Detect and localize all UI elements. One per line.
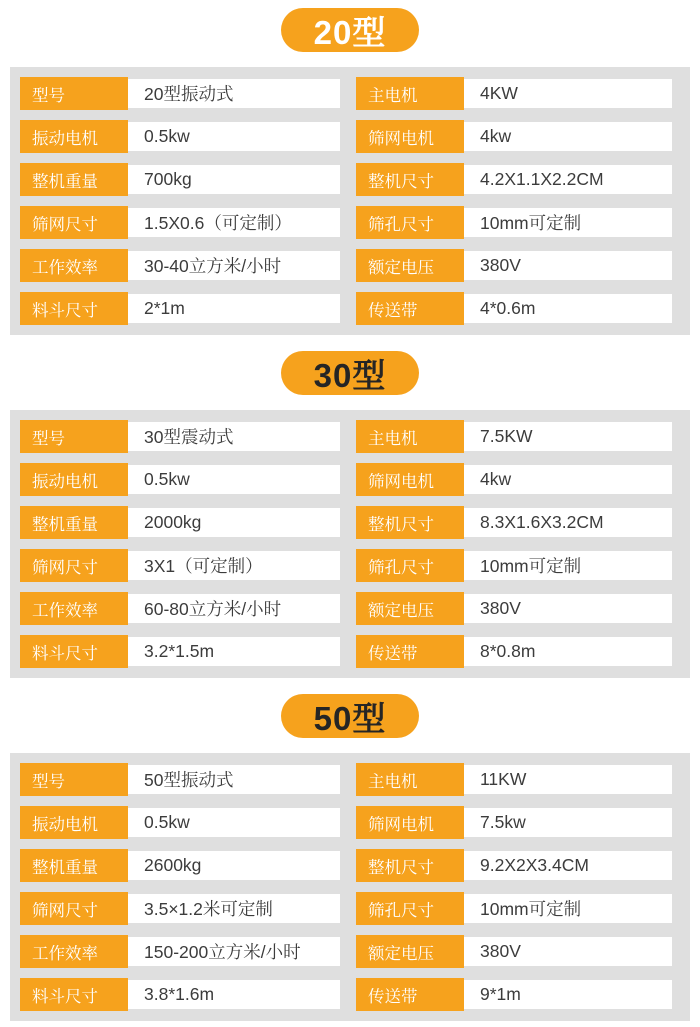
spec-value: 1.5X0.6（可定制） bbox=[128, 208, 340, 237]
spec-label-chip: 振动电机 bbox=[20, 806, 128, 839]
spec-value: 4.2X1.1X2.2CM bbox=[464, 165, 672, 194]
spec-cell-left bbox=[20, 77, 340, 110]
spec-panel bbox=[10, 67, 690, 335]
spec-label-chip: 额定电压 bbox=[356, 249, 464, 282]
spec-cell-left bbox=[20, 163, 340, 196]
spec-label-chip: 工作效率 bbox=[20, 592, 128, 625]
spec-label-chip: 振动电机 bbox=[20, 120, 128, 153]
spec-cell-right bbox=[356, 892, 672, 925]
spec-cell-right bbox=[356, 806, 672, 839]
spec-row bbox=[20, 935, 672, 968]
spec-row bbox=[20, 163, 672, 196]
spec-cell-left bbox=[20, 463, 340, 496]
spec-value: 700kg bbox=[128, 165, 340, 194]
spec-cell-right bbox=[356, 592, 672, 625]
model-badge-row bbox=[0, 686, 700, 738]
spec-value: 30-40立方米/小时 bbox=[128, 251, 340, 280]
spec-value: 10mm可定制 bbox=[464, 208, 672, 237]
spec-cell-right bbox=[356, 978, 672, 1011]
spec-cell-right bbox=[356, 249, 672, 282]
spec-row bbox=[20, 592, 672, 625]
spec-label-chip: 传送带 bbox=[356, 635, 464, 668]
spec-cell-left bbox=[20, 849, 340, 882]
spec-value: 2600kg bbox=[128, 851, 340, 880]
spec-label-chip: 型号 bbox=[20, 763, 128, 796]
spec-row bbox=[20, 120, 672, 153]
spec-label-chip: 整机重量 bbox=[20, 163, 128, 196]
spec-value: 380V bbox=[464, 594, 672, 623]
spec-label-chip: 主电机 bbox=[356, 420, 464, 453]
spec-value: 10mm可定制 bbox=[464, 894, 672, 923]
model-badge: 30型 bbox=[281, 351, 419, 395]
spec-cell-left bbox=[20, 292, 340, 325]
spec-label-chip: 筛网电机 bbox=[356, 463, 464, 496]
spec-label-chip: 筛孔尺寸 bbox=[356, 206, 464, 239]
spec-value: 9.2X2X3.4CM bbox=[464, 851, 672, 880]
spec-label-chip: 主电机 bbox=[356, 77, 464, 110]
spec-value: 380V bbox=[464, 937, 672, 966]
spec-label-chip: 整机尺寸 bbox=[356, 506, 464, 539]
spec-value: 3.2*1.5m bbox=[128, 637, 340, 666]
spec-panel bbox=[10, 410, 690, 678]
spec-label-chip: 整机尺寸 bbox=[356, 849, 464, 882]
spec-row bbox=[20, 206, 672, 239]
spec-value: 7.5kw bbox=[464, 808, 672, 837]
spec-value: 3.5×1.2米可定制 bbox=[128, 894, 340, 923]
spec-label-chip: 整机重量 bbox=[20, 849, 128, 882]
spec-label-chip: 料斗尺寸 bbox=[20, 292, 128, 325]
spec-value: 0.5kw bbox=[128, 122, 340, 151]
spec-row bbox=[20, 892, 672, 925]
model-badge: 50型 bbox=[281, 694, 419, 738]
spec-row bbox=[20, 549, 672, 582]
spec-label-chip: 料斗尺寸 bbox=[20, 978, 128, 1011]
spec-value: 60-80立方米/小时 bbox=[128, 594, 340, 623]
spec-value: 3X1（可定制） bbox=[128, 551, 340, 580]
spec-cell-left bbox=[20, 935, 340, 968]
spec-label-chip: 额定电压 bbox=[356, 592, 464, 625]
spec-cell-left bbox=[20, 120, 340, 153]
spec-value: 4kw bbox=[464, 465, 672, 494]
spec-cell-right bbox=[356, 635, 672, 668]
spec-cell-right bbox=[356, 420, 672, 453]
spec-value: 50型振动式 bbox=[128, 765, 340, 794]
spec-cell-right bbox=[356, 506, 672, 539]
spec-cell-right bbox=[356, 463, 672, 496]
spec-row bbox=[20, 763, 672, 796]
spec-label-chip: 振动电机 bbox=[20, 463, 128, 496]
spec-label-chip: 额定电压 bbox=[356, 935, 464, 968]
spec-row bbox=[20, 292, 672, 325]
spec-cell-left bbox=[20, 420, 340, 453]
spec-cell-right bbox=[356, 206, 672, 239]
spec-value: 20型振动式 bbox=[128, 79, 340, 108]
spec-value: 2*1m bbox=[128, 294, 340, 323]
spec-value: 0.5kw bbox=[128, 465, 340, 494]
spec-label-chip: 主电机 bbox=[356, 763, 464, 796]
spec-cell-left bbox=[20, 806, 340, 839]
spec-label-chip: 传送带 bbox=[356, 978, 464, 1011]
spec-label-chip: 料斗尺寸 bbox=[20, 635, 128, 668]
spec-cell-right bbox=[356, 935, 672, 968]
spec-value: 8*0.8m bbox=[464, 637, 672, 666]
spec-cell-left bbox=[20, 635, 340, 668]
spec-value: 9*1m bbox=[464, 980, 672, 1009]
spec-cell-right bbox=[356, 120, 672, 153]
spec-cell-left bbox=[20, 978, 340, 1011]
spec-cell-right bbox=[356, 292, 672, 325]
spec-cell-right bbox=[356, 163, 672, 196]
spec-label-chip: 型号 bbox=[20, 420, 128, 453]
spec-label-chip: 工作效率 bbox=[20, 249, 128, 282]
spec-row bbox=[20, 506, 672, 539]
spec-row bbox=[20, 849, 672, 882]
spec-cell-right bbox=[356, 77, 672, 110]
spec-label-chip: 型号 bbox=[20, 77, 128, 110]
spec-cell-right bbox=[356, 763, 672, 796]
spec-cell-left bbox=[20, 506, 340, 539]
spec-value: 4KW bbox=[464, 79, 672, 108]
spec-label-chip: 整机重量 bbox=[20, 506, 128, 539]
spec-row bbox=[20, 635, 672, 668]
spec-value: 0.5kw bbox=[128, 808, 340, 837]
spec-row bbox=[20, 77, 672, 110]
spec-cell-left bbox=[20, 592, 340, 625]
spec-label-chip: 筛网电机 bbox=[356, 806, 464, 839]
spec-cell-right bbox=[356, 849, 672, 882]
spec-row bbox=[20, 420, 672, 453]
spec-row bbox=[20, 978, 672, 1011]
spec-value: 4kw bbox=[464, 122, 672, 151]
model-badge-row bbox=[0, 0, 700, 52]
spec-label-chip: 筛网尺寸 bbox=[20, 549, 128, 582]
spec-value: 2000kg bbox=[128, 508, 340, 537]
spec-label-chip: 传送带 bbox=[356, 292, 464, 325]
spec-label-chip: 筛孔尺寸 bbox=[356, 549, 464, 582]
spec-label-chip: 工作效率 bbox=[20, 935, 128, 968]
model-section bbox=[0, 0, 700, 335]
spec-row bbox=[20, 463, 672, 496]
spec-value: 30型震动式 bbox=[128, 422, 340, 451]
spec-cell-left bbox=[20, 249, 340, 282]
spec-label-chip: 筛孔尺寸 bbox=[356, 892, 464, 925]
spec-cell-left bbox=[20, 549, 340, 582]
spec-value: 3.8*1.6m bbox=[128, 980, 340, 1009]
spec-cell-right bbox=[356, 549, 672, 582]
spec-value: 150-200立方米/小时 bbox=[128, 937, 340, 966]
spec-label-chip: 整机尺寸 bbox=[356, 163, 464, 196]
model-section bbox=[0, 686, 700, 1021]
spec-value: 10mm可定制 bbox=[464, 551, 672, 580]
spec-panel bbox=[10, 753, 690, 1021]
model-section bbox=[0, 343, 700, 678]
spec-value: 7.5KW bbox=[464, 422, 672, 451]
spec-label-chip: 筛网尺寸 bbox=[20, 206, 128, 239]
spec-row bbox=[20, 249, 672, 282]
spec-cell-left bbox=[20, 892, 340, 925]
spec-value: 8.3X1.6X3.2CM bbox=[464, 508, 672, 537]
model-badge-row bbox=[0, 343, 700, 395]
spec-cell-left bbox=[20, 206, 340, 239]
spec-value: 380V bbox=[464, 251, 672, 280]
spec-value: 4*0.6m bbox=[464, 294, 672, 323]
model-badge: 20型 bbox=[281, 8, 419, 52]
spec-row bbox=[20, 806, 672, 839]
spec-value: 11KW bbox=[464, 765, 672, 794]
spec-cell-left bbox=[20, 763, 340, 796]
spec-label-chip: 筛网电机 bbox=[356, 120, 464, 153]
spec-label-chip: 筛网尺寸 bbox=[20, 892, 128, 925]
